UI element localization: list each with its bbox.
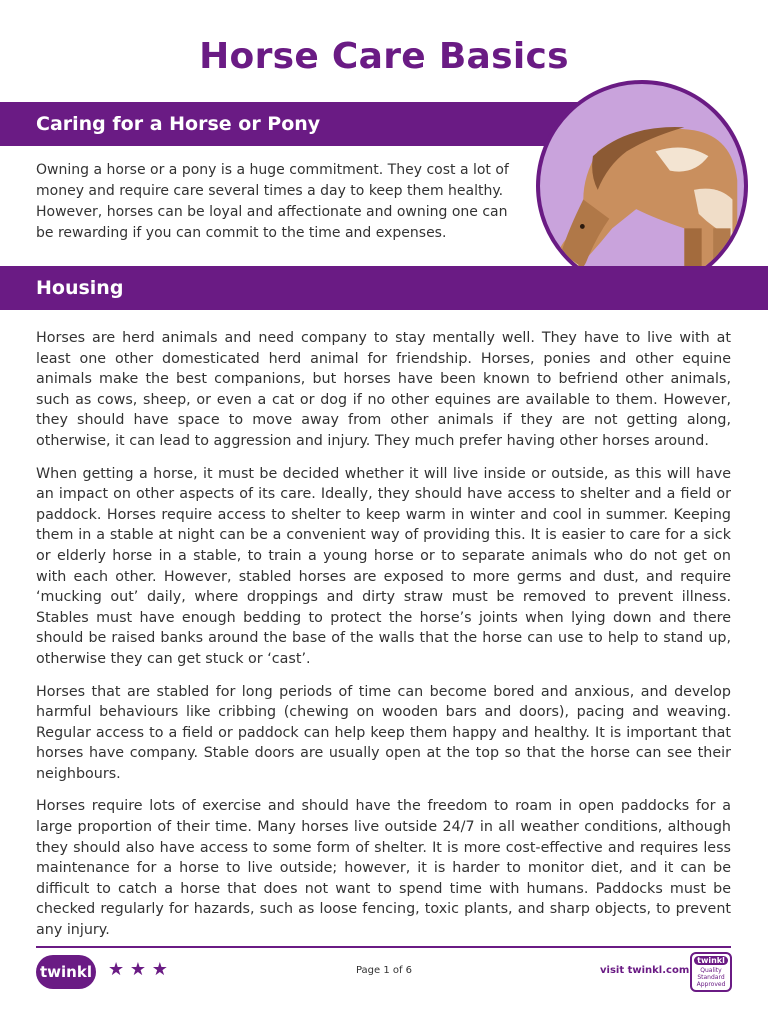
housing-paragraph: When getting a horse, it must be decided whether it will live inside or outside, as this will have an impact on other aspects of its care. Ideally, they should have access to shelter and a field or paddock. Horses require access to shelter to keep warm in winter and cool in summer. Keeping them in a stable at night can be a convenient way of providing this. It is easier to care for a sick or elderly horse in a stable, to train a young horse or to separate animals who do not get on with each other. However, stabled horses are exposed to more germs and dust, and require ‘mucking out’ daily, where droppings and dirty straw must be removed to prevent illness. Stables must have enough bedding to protect the horse’s joints when lying down and there should be raised banks around the base of the walls that the horse can use to help to stand up, otherwise they can get stuck or ‘cast’.: [36, 465, 731, 667]
housing-heading-text: Housing: [36, 277, 124, 299]
caring-paragraph: Owning a horse or a pony is a huge commitment. They cost a lot of money and require care several times a day to keep them healthy. However, horses can be loyal and affectionate and owning one can be rewarding if you can commit to the time and expenses.: [36, 162, 509, 241]
section-heading-housing: [0, 266, 768, 310]
visit-link[interactable]: visit twinkl.com: [600, 965, 690, 976]
horse-icon: [540, 84, 744, 288]
page-number: Page 1 of 6: [355, 965, 413, 976]
housing-paragraph: Horses are herd animals and need company to stay mentally well. They have to live with at least one other domesticated herd animal for friendship. Horses, ponies and other equine animals make the best companions, but horses have been known to befriend other animals, such as cows, sheep, or even a cat or dog if no other equines are available to them. However, they should have space to move away from other animals if they are not getting along, otherwise, it can lead to aggression and injury. They much prefer having other horses around.: [36, 330, 731, 449]
section-heading-caring: [0, 102, 600, 146]
housing-paragraph: Horses require lots of exercise and should have the freedom to roam in open paddocks for a large proportion of their time. Many horses live outside 24/7 in all weather conditions, although they should also have access to some form of shelter. It is more cost-effective and requires less maintenance for a horse to live outside; however, it is harder to monitor diet, and it can be difficult to catch a horse that does not want to spend time with humans. Paddocks must be checked regularly for hazards, such as loose fencing, toxic plants, and sharp objects, to prevent any injury.: [36, 798, 731, 939]
quality-badge-icon: [690, 952, 732, 992]
caring-heading-text: Caring for a Horse or Pony: [36, 113, 321, 135]
footer-divider: [36, 946, 731, 948]
housing-paragraph: Horses that are stabled for long periods of time can become bored and anxious, and develop harmful behaviours like cribbing (chewing on wooden bars and doors), pacing and weaving. Regular access to a field or paddock can help keep them happy and healthy. It is important that horses have company. Stable doors are usually open at the top so that the horse can see their neighbours.: [36, 683, 731, 782]
badge-text: Quality Standard Approved: [696, 967, 726, 988]
page-title: Horse Care Basics: [199, 36, 569, 77]
housing-body: [36, 328, 731, 953]
badge-name: twinkl: [694, 956, 728, 965]
twinkl-logo[interactable]: twinkl: [36, 955, 96, 989]
horse-illustration: [536, 80, 748, 292]
rating-stars-icon: ★ ★ ★: [108, 959, 168, 980]
